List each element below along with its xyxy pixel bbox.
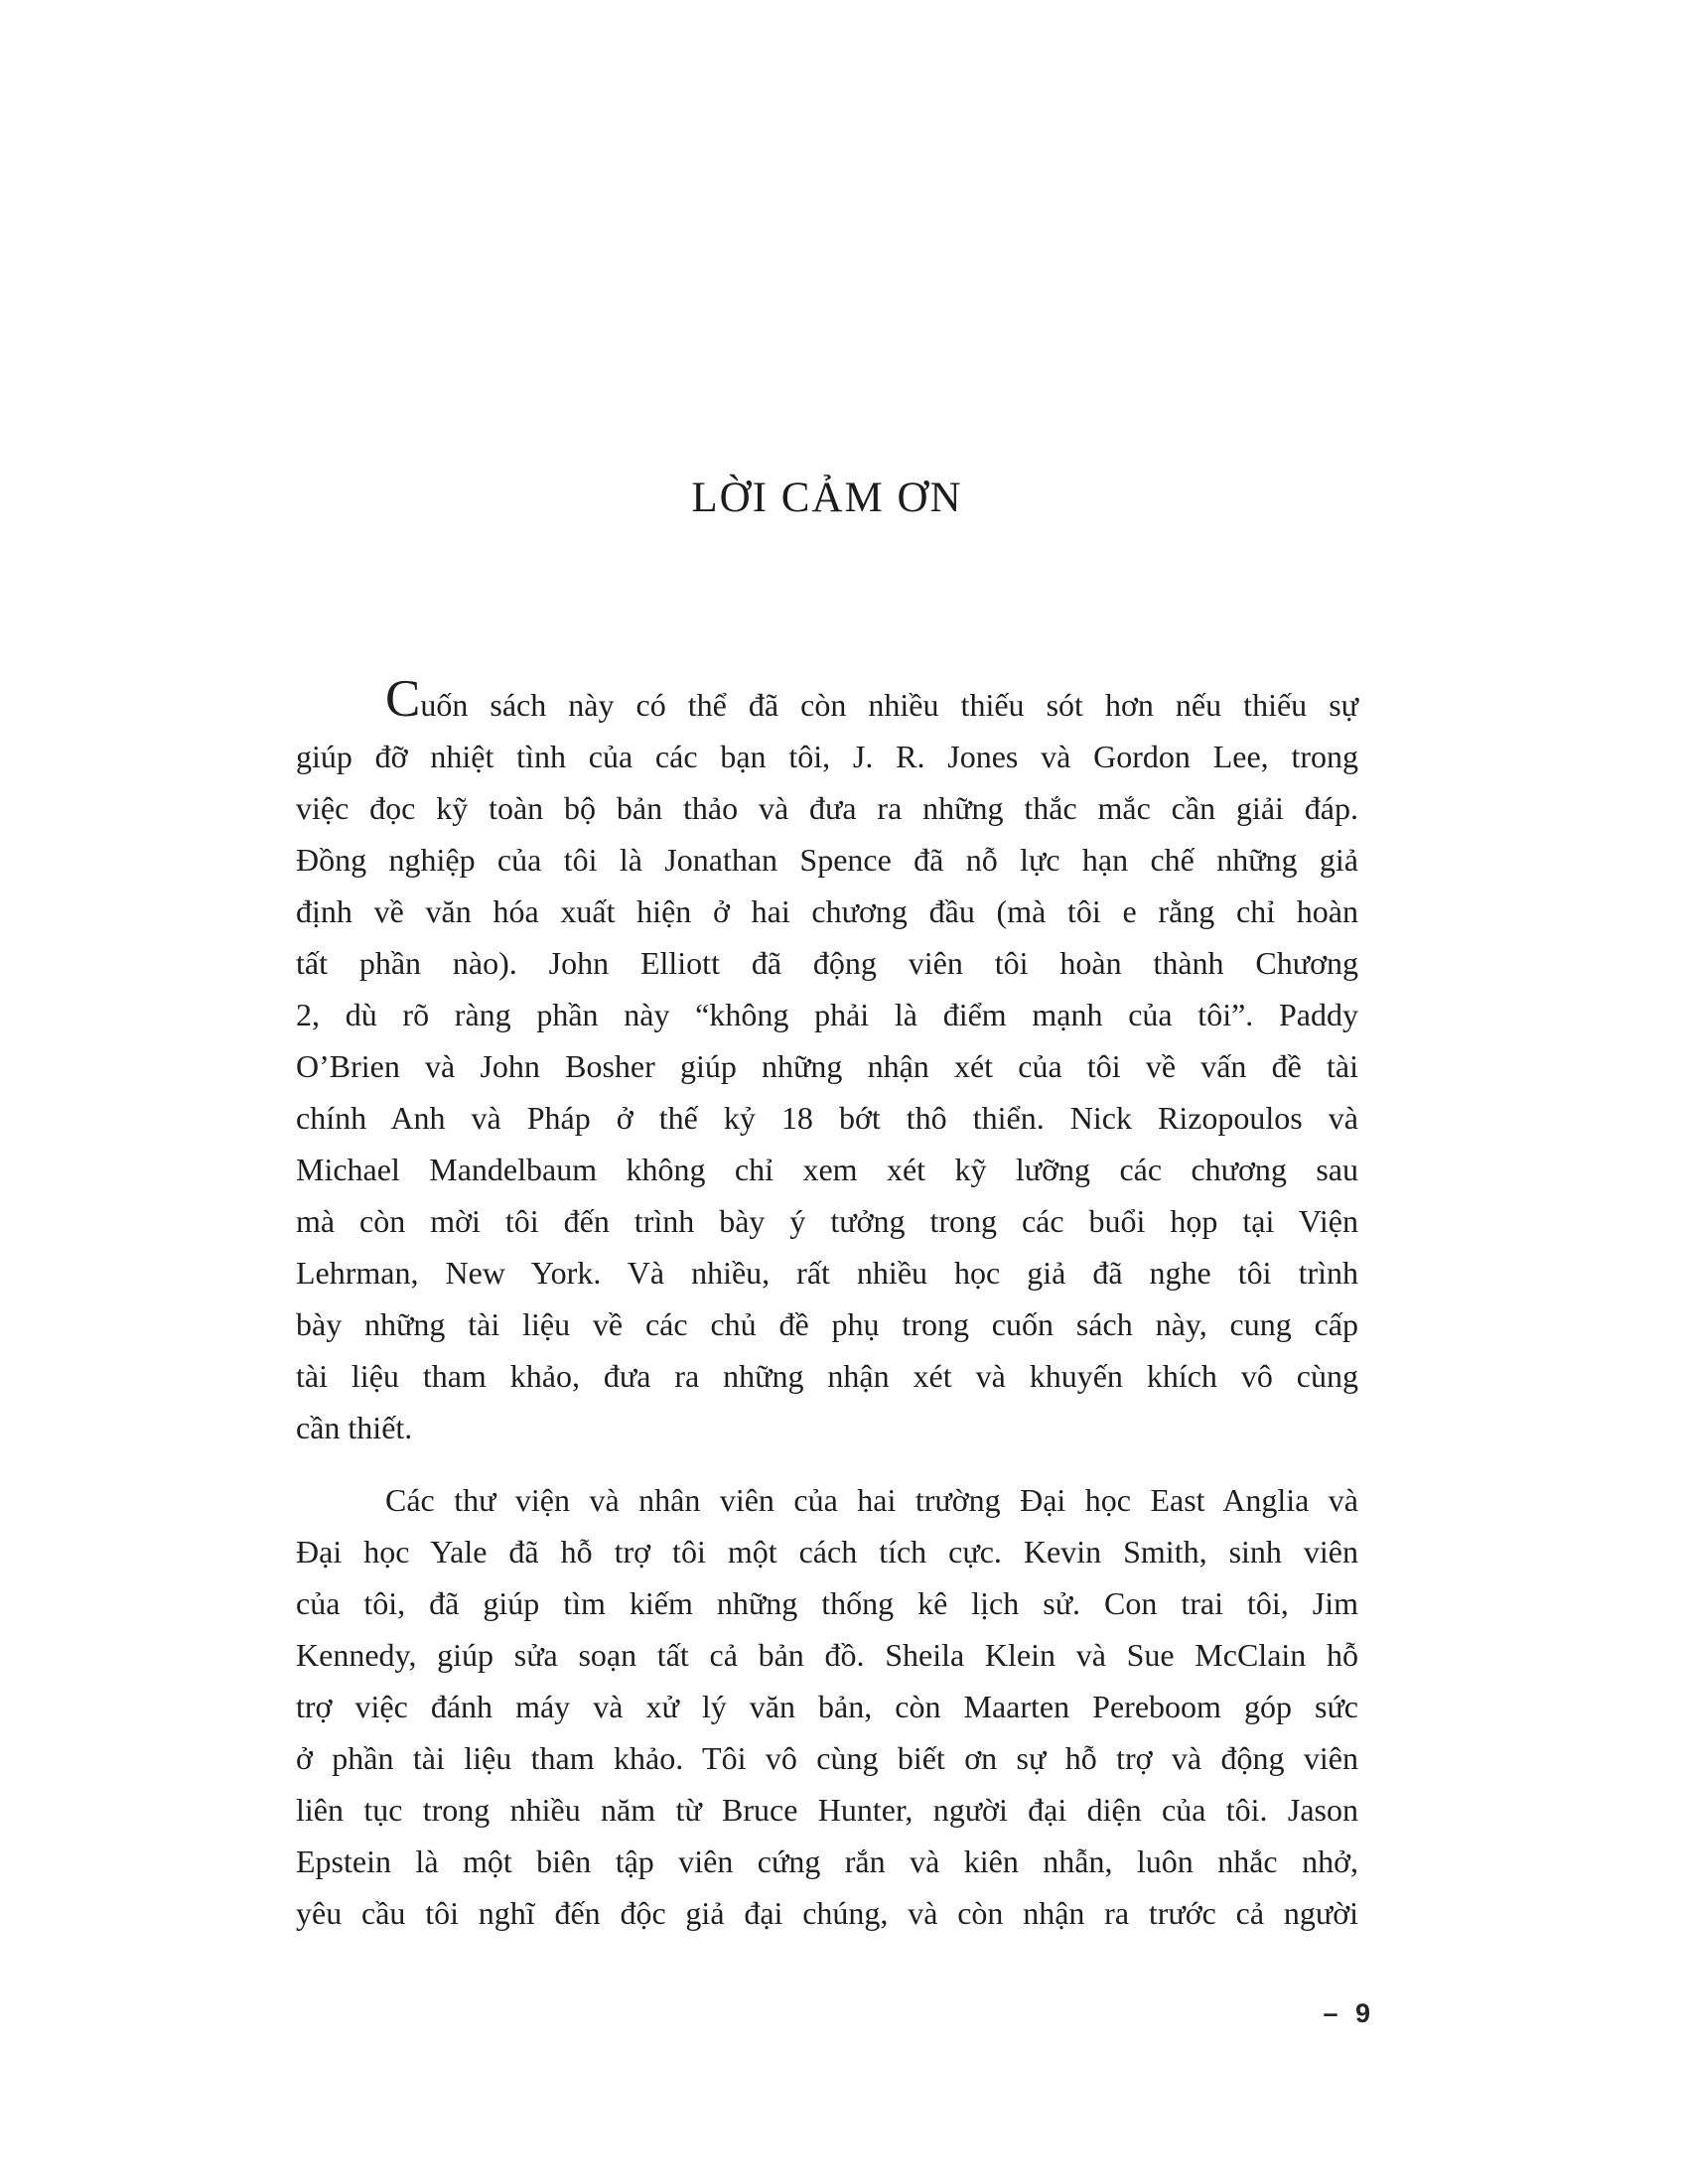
text-line: việc đọc kỹ toàn bộ bản thảo và đưa ra những thắc mắc cần giải đáp. xyxy=(296,790,1358,826)
text-line: Epstein là một biên tập viên cứng rắn và kiên nhẫn, luôn nhắc nhở, xyxy=(296,1843,1358,1879)
text-line: 2, dù rõ ràng phần này “không phải là điểm mạnh của tôi”. Paddy xyxy=(296,997,1358,1032)
text-line: Cuốn sách này có thể đã còn nhiều thiếu sót hơn nếu thiếu sự xyxy=(385,670,1358,728)
text-line: Kennedy, giúp sửa soạn tất cả bản đồ. Sheila Klein và Sue McClain hỗ xyxy=(296,1637,1358,1673)
text-line: mà còn mời tôi đến trình bày ý tưởng trong các buổi họp tại Viện xyxy=(296,1203,1358,1239)
text-line: Các thư viện và nhân viên của hai trường Đại học East Anglia và xyxy=(385,1482,1358,1518)
text-line: Michael Mandelbaum không chỉ xem xét kỹ lưỡng các chương sau xyxy=(296,1152,1358,1187)
drop-cap: C xyxy=(385,670,421,728)
text-line: ở phần tài liệu tham khảo. Tôi vô cùng biết ơn sự hỗ trợ và động viên xyxy=(296,1740,1358,1776)
text-line: O’Brien và John Bosher giúp những nhận xét của tôi về vấn đề tài xyxy=(296,1048,1358,1084)
text-line: tất phần nào). John Elliott đã động viên tôi hoàn thành Chương xyxy=(296,945,1358,981)
text-line: của tôi, đã giúp tìm kiếm những thống kê lịch sử. Con trai tôi, Jim xyxy=(296,1585,1358,1621)
text-line: định về văn hóa xuất hiện ở hai chương đầu (mà tôi e rằng chỉ hoàn xyxy=(296,893,1358,929)
text-line: giúp đỡ nhiệt tình của các bạn tôi, J. R. Jones và Gordon Lee, trong xyxy=(296,739,1358,774)
text-line: bày những tài liệu về các chủ đề phụ trong cuốn sách này, cung cấp xyxy=(296,1306,1358,1342)
text-line: tài liệu tham khảo, đưa ra những nhận xét và khuyến khích vô cùng xyxy=(296,1358,1358,1394)
text-line: Đại học Yale đã hỗ trợ tôi một cách tích cực. Kevin Smith, sinh viên xyxy=(296,1534,1358,1570)
text-line: liên tục trong nhiều năm từ Bruce Hunter, người đại diện của tôi. Jason xyxy=(296,1792,1358,1828)
paragraph-1 xyxy=(296,670,1358,1453)
text-line: yêu cầu tôi nghĩ đến độc giả đại chúng, và còn nhận ra trước cả người xyxy=(296,1895,1358,1931)
text-line: Lehrman, New York. Và nhiều, rất nhiều học giả đã nghe tôi trình xyxy=(296,1255,1358,1291)
body-text xyxy=(296,670,1358,1939)
paragraph-2 xyxy=(296,1474,1358,1939)
page-number: – 9 xyxy=(1323,1998,1370,2028)
text-line: chính Anh và Pháp ở thế kỷ 18 bớt thô thiển. Nick Rizopoulos và xyxy=(296,1100,1358,1136)
text-line: trợ việc đánh máy và xử lý văn bản, còn Maarten Pereboom góp sức xyxy=(296,1689,1358,1724)
text-line: cần thiết. xyxy=(296,1410,413,1445)
text-line: Đồng nghiệp của tôi là Jonathan Spence đã nỗ lực hạn chế những giả xyxy=(296,842,1358,878)
chapter-title: LỜI CẢM ƠN xyxy=(691,475,963,521)
